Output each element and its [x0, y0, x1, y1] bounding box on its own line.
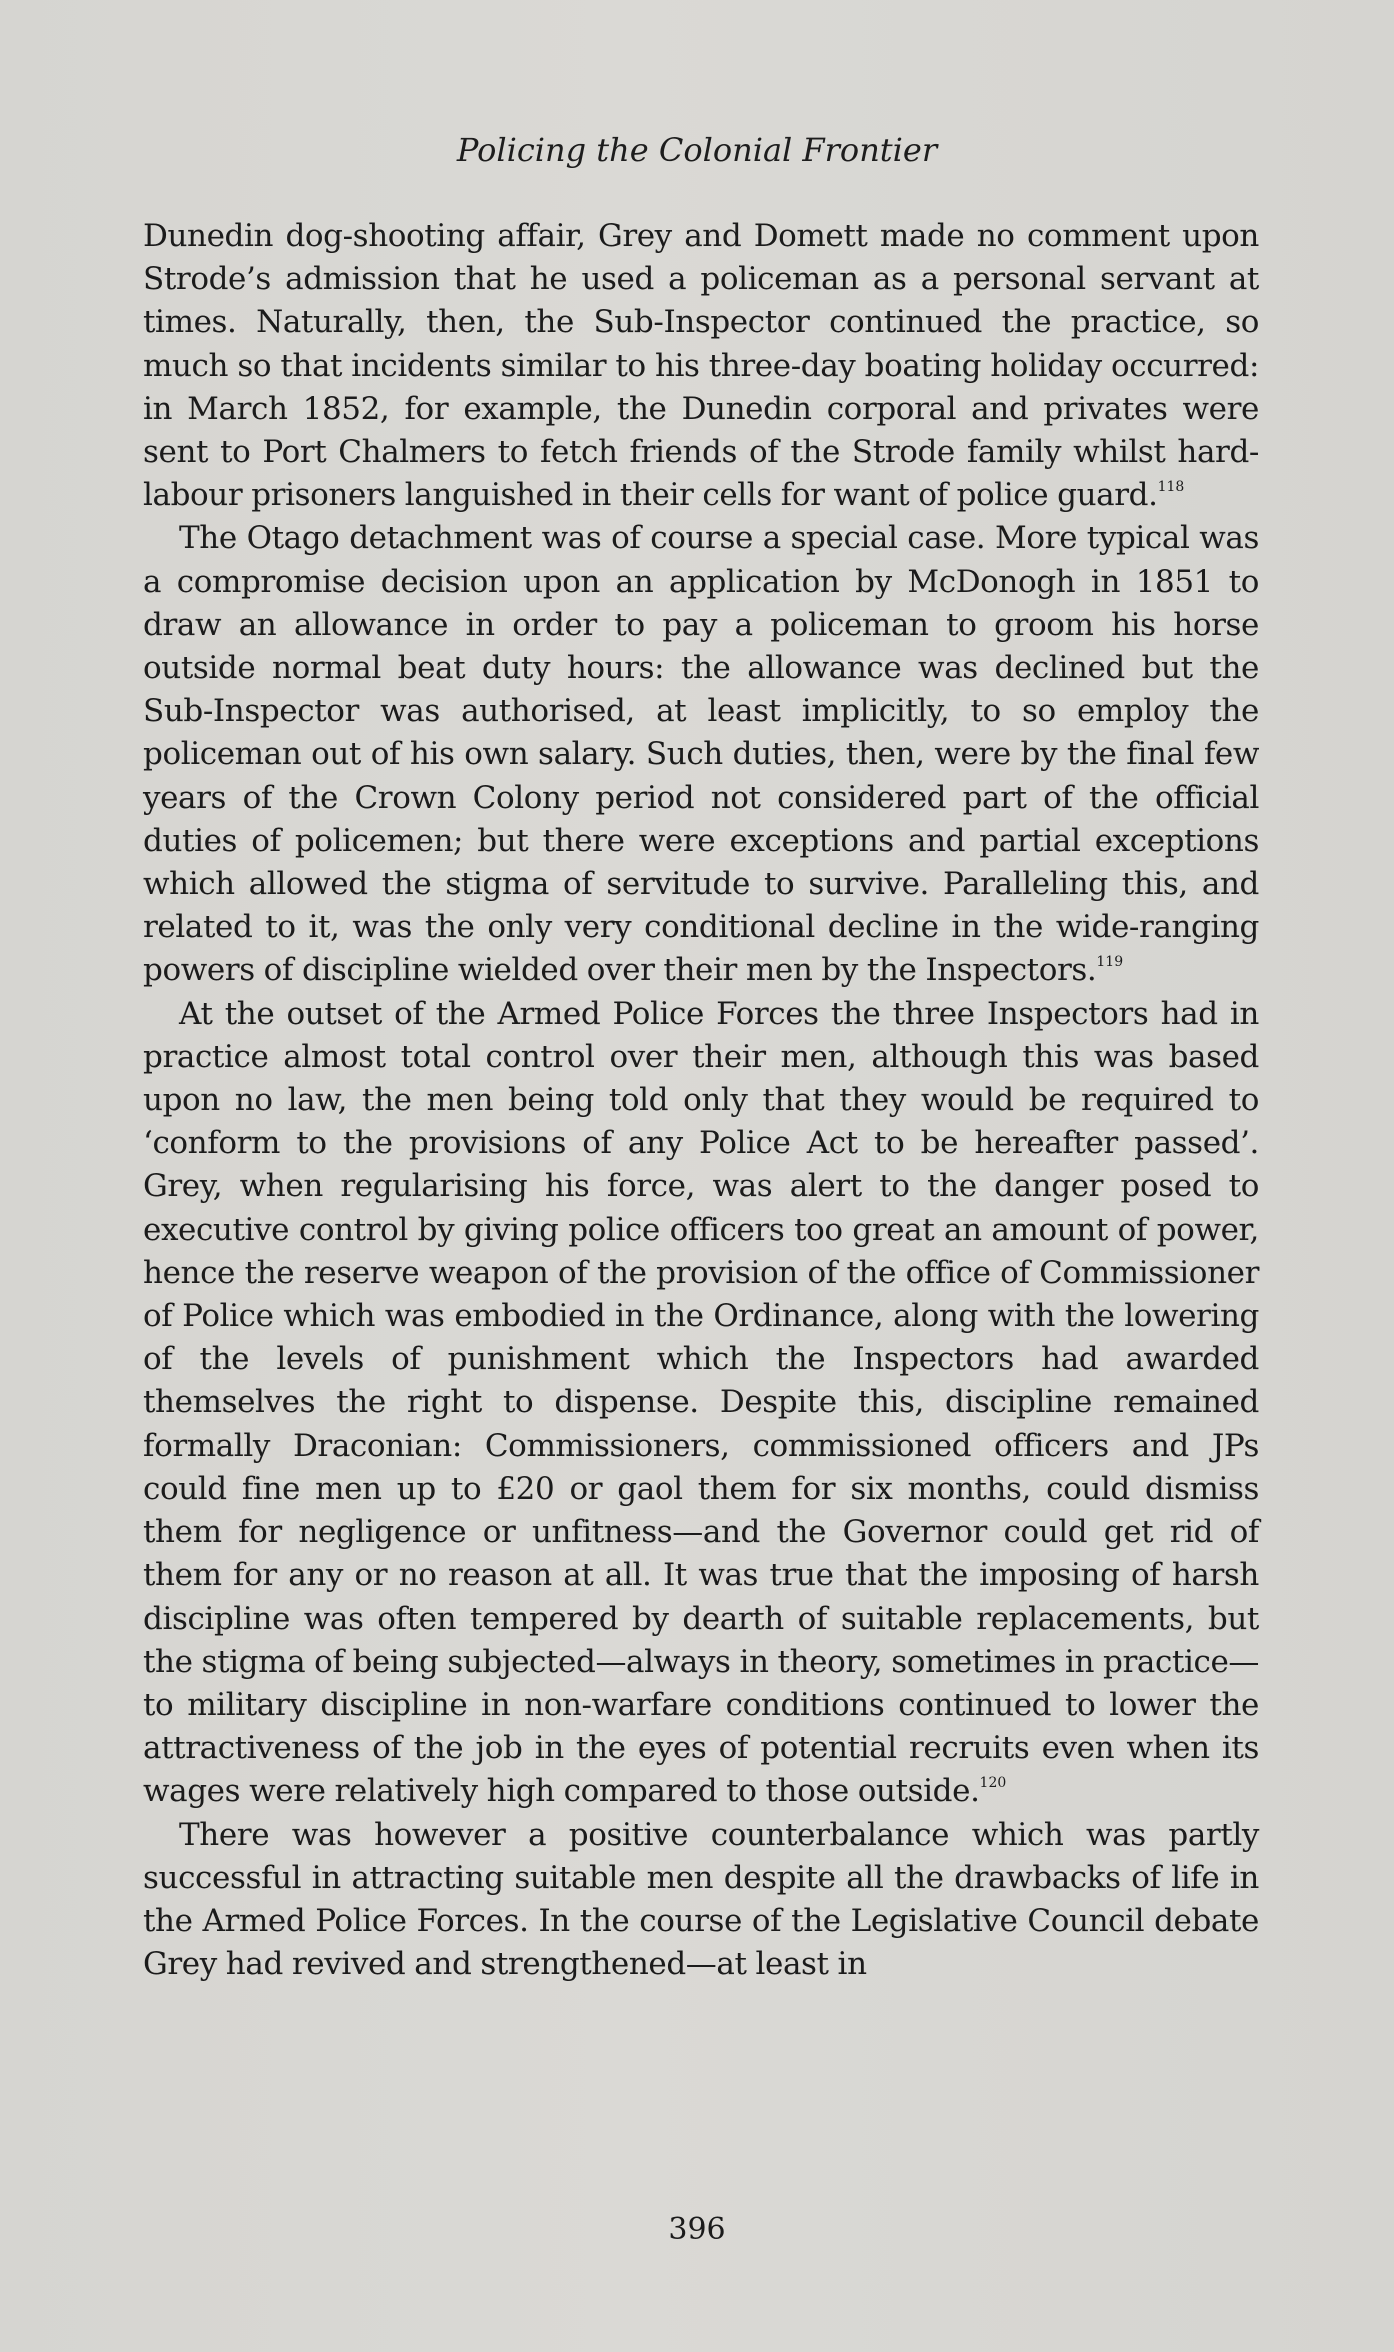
paragraph-text: There was however a positive counterbalance which was partly successful in attracting suitable men despite all the drawbacks of life in the Armed Police Forces. In the course of the Legislative Council debate Grey had revived and strengthened—at least in	[143, 1816, 1259, 1983]
paragraph	[143, 993, 1259, 1814]
paragraph	[143, 1814, 1259, 1987]
footnote-marker: 120	[979, 1775, 1007, 1792]
footnote-marker: 118	[1157, 479, 1185, 496]
paragraph	[143, 517, 1259, 992]
paragraph-text: Dunedin dog-shooting affair, Grey and Domett made no comment upon Strode’s admission that he used a policeman as a personal servant at times. Naturally, then, the Sub-Inspector continued the practice, so much so that incidents similar to his three-day boating holiday occurred: in March 1852, for example, the Dunedin corporal and privates were sent to Port Chalmers to fetch friends of the Strode family whilst hard-labour prisoners languished in their cells for want of police guard.	[143, 218, 1259, 514]
paragraph	[143, 215, 1259, 517]
page-number: 396	[668, 2212, 726, 2247]
running-head: Policing the Colonial Frontier	[456, 131, 938, 169]
footnote-marker: 119	[1096, 954, 1124, 971]
paragraph-text: At the outset of the Armed Police Forces the three Inspectors had in practice almost total control over their men, although this was based upon no law, the men being told only that they would be required to ‘conform to the provisions of any Police Act to be hereafter passed’. Grey, when regularising his force, was alert to the danger posed to executive control by giving police officers too great an amount of power, hence the reserve weapon of the provision of the office of Commissioner of Police which was embodied in the Ordinance, along with the lowering of the levels of punishment which the Inspectors had awarded themselves the right to dispense. Despite this, discipline remained formally Draconian: Commissioners, commissioned officers and JPs could fine men up to £20 or gaol them for six months, could dismiss them for negligence or unfitness—and the Governor could get rid of them for any or no reason at all. It was true that the imposing of harsh discipline was often tempered by dearth of suitable replacements, but the stigma of being subjected—always in theory, sometimes in practice—to military discipline in non-warfare conditions continued to lower the attractiveness of the job in the eyes of potential recruits even when its wages were relatively high compared to those outside.	[143, 995, 1259, 1810]
body-text	[143, 215, 1259, 1986]
paragraph-text: The Otago detachment was of course a special case. More typical was a compromise decision upon an application by McDonogh in 1851 to draw an allowance in order to pay a policeman to groom his horse outside normal beat duty hours: the allowance was declined but the Sub-Inspector was authorised, at least implicitly, to so employ the policeman out of his own salary. Such duties, then, were by the final few years of the Crown Colony period not considered part of the official duties of policemen; but there were exceptions and partial exceptions which allowed the stigma of servitude to survive. Paralleling this, and related to it, was the only very conditional decline in the wide-ranging powers of discipline wielded over their men by the Inspectors.	[143, 520, 1259, 989]
